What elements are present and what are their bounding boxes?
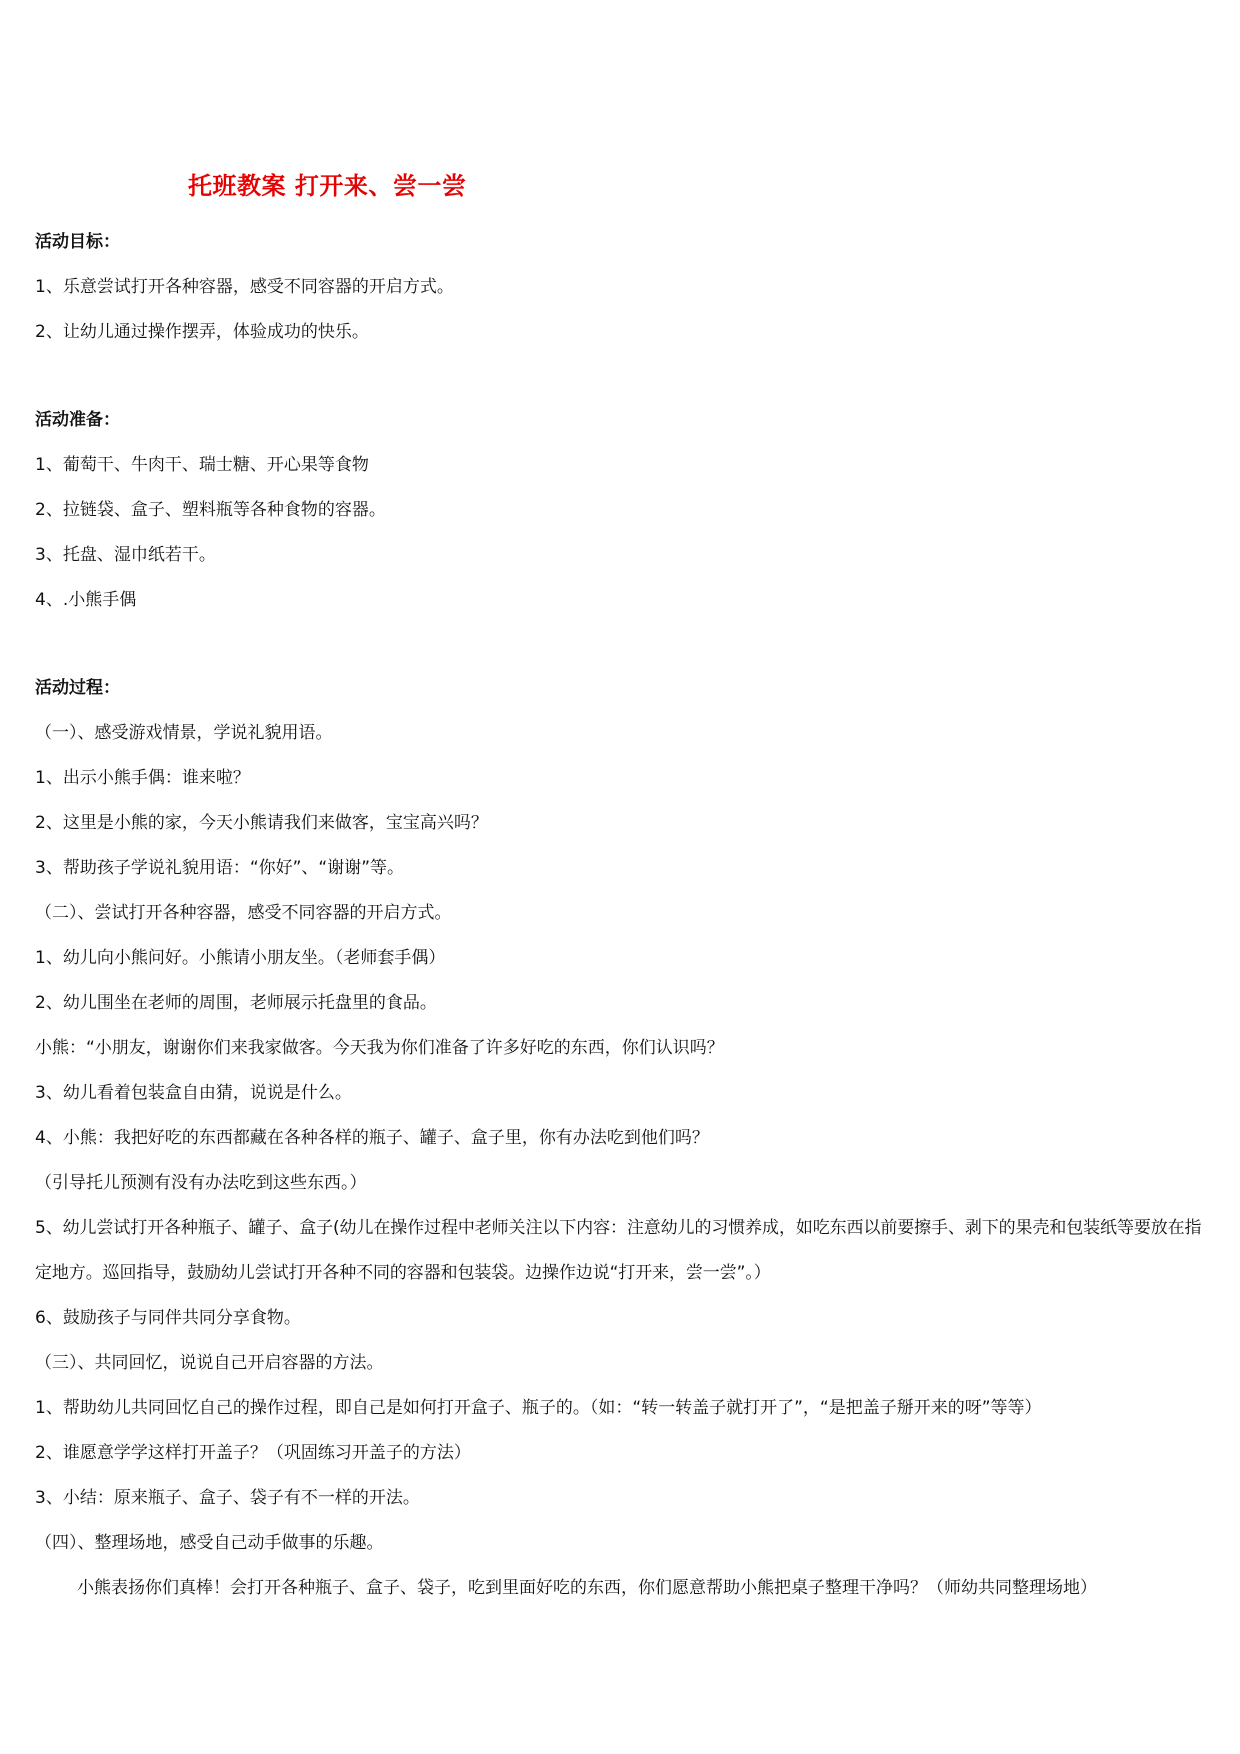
process-line: （二）、尝试打开各种容器，感受不同容器的开启方式。: [35, 903, 452, 923]
process-line: （一）、感受游戏情景，学说礼貌用语。: [35, 723, 333, 743]
process-closing: 小熊表扬你们真棒！会打开各种瓶子、盒子、袋子，吃到里面好吃的东西，你们愿意帮助小熊把桌子整理干净吗？（师幼共同整理场地）: [77, 1578, 1097, 1598]
goals-heading: 活动目标：: [35, 232, 120, 252]
process-line: 6、鼓励孩子与同伴共同分享食物。: [35, 1308, 301, 1328]
process-line: 小熊：“小朋友，谢谢你们来我家做客。今天我为你们准备了许多好吃的东西，你们认识吗？: [35, 1038, 724, 1058]
prep-item: 1、葡萄干、牛肉干、瑞士糖、开心果等食物: [35, 455, 369, 475]
goal-item: 1、乐意尝试打开各种容器，感受不同容器的开启方式。: [35, 277, 454, 297]
process-line: （四）、整理场地，感受自己动手做事的乐趣。: [35, 1533, 384, 1553]
process-line: 3、帮助孩子学说礼貌用语：“你好”、“谢谢”等。: [35, 858, 405, 878]
process-line: 3、幼儿看着包装盒自由猜，说说是什么。: [35, 1083, 352, 1103]
process-line: 1、帮助幼儿共同回忆自己的操作过程，即自己是如何打开盒子、瓶子的。（如：“转一转盖子就打开了”，“是把盖子掰开来的呀”等等）: [35, 1398, 1042, 1418]
process-line: （引导托儿预测有没有办法吃到这些东西。）: [35, 1173, 367, 1193]
section-gap: [35, 355, 1215, 398]
process-line: 1、出示小熊手偶：谁来啦？: [35, 768, 250, 788]
process-line: 3、小结：原来瓶子、盒子、袋子有不一样的开法。: [35, 1488, 420, 1508]
prep-item: 2、拉链袋、盒子、塑料瓶等各种食物的容器。: [35, 500, 386, 520]
prep-item: 4、.小熊手偶: [35, 590, 137, 610]
process-line: 2、幼儿围坐在老师的周围，老师展示托盘里的食品。: [35, 993, 437, 1013]
document-title: 托班教案 打开来、尝一尝: [188, 172, 467, 200]
document-body: [35, 220, 1215, 1611]
goal-item: 2、让幼儿通过操作摆弄，体验成功的快乐。: [35, 322, 369, 342]
prep-item: 3、托盘、湿巾纸若干。: [35, 545, 216, 565]
process-line: 2、这里是小熊的家，今天小熊请我们来做客，宝宝高兴吗？: [35, 813, 488, 833]
process-line: 2、谁愿意学学这样打开盖子？（巩固练习开盖子的方法）: [35, 1443, 471, 1463]
prep-heading: 活动准备：: [35, 410, 120, 430]
process-heading: 活动过程：: [35, 678, 120, 698]
section-gap: [35, 623, 1215, 666]
process-line: 4、小熊：我把好吃的东西都藏在各种各样的瓶子、罐子、盒子里，你有办法吃到他们吗？: [35, 1128, 709, 1148]
process-item-5: 5、幼儿尝试打开各种瓶子、罐子、盒子(幼儿在操作过程中老师关注以下内容：注意幼儿的习惯养成，如吃东西以前要擦手、剥下的果壳和包装纸等要放在指定地方。巡回指导，鼓励幼儿尝试打开各种不同的容器和包装袋。边操作边说“打开来，尝一尝”。）: [35, 1218, 1202, 1283]
process-line: 1、幼儿向小熊问好。小熊请小朋友坐。（老师套手偶）: [35, 948, 446, 968]
process-line: （三）、共同回忆，说说自己开启容器的方法。: [35, 1353, 384, 1373]
